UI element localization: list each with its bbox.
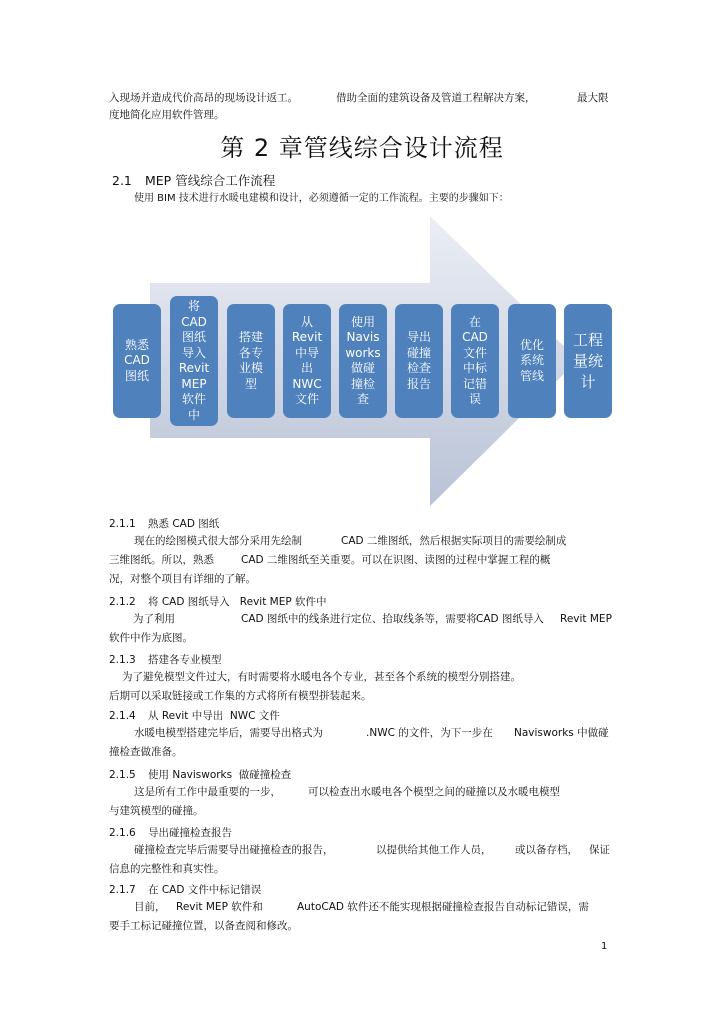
- subsection-heading: [109, 594, 327, 609]
- body-text: 信息的完整性和真实性。: [109, 863, 225, 875]
- page-number: 1: [601, 941, 608, 952]
- subsection-number: 2.1.1: [109, 518, 136, 530]
- body-text: 为了利用: [133, 613, 175, 625]
- subsection-heading: [109, 516, 219, 531]
- intro-line-1c: 最大限: [577, 92, 609, 104]
- step-box: [170, 296, 218, 426]
- body-text: 况，对整个项目有详细的了解。: [109, 573, 256, 585]
- section-number: 2.1: [112, 173, 132, 188]
- body-text: 碰撞检查完毕后需要导出碰撞检查的报告，: [134, 844, 334, 856]
- subsection-heading: [109, 825, 232, 840]
- step-label: 工程 量统 计: [572, 330, 603, 391]
- body-text: AutoCAD 软件还不能实现根据碰撞检查报告自动标记错误，需: [297, 901, 589, 913]
- step-label: 从 Revit 中导 出 NWC 文件: [291, 314, 323, 406]
- body-text: CAD 二维图纸至关重要。可以在识图、读图的过程中掌握工程的概: [241, 554, 551, 566]
- step-label: 在 CAD 文件 中标 记错 误: [462, 314, 488, 406]
- subsection-heading: [109, 708, 280, 723]
- step-label: 搭建 各专 业模 型: [238, 330, 263, 391]
- body-text: 以提供给其他工作人员，: [376, 844, 492, 856]
- body-text: 为了避免模型文件过大，有时需要将水暖电各个专业，甚至各个系统的模型分别搭建。: [122, 671, 521, 683]
- body-text: 可以检查出水暖电各个模型之间的碰撞以及水暖电模型: [308, 786, 560, 798]
- subsection-heading: [109, 652, 222, 667]
- subsection-number: 2.1.2: [109, 596, 136, 608]
- section-intro: 使用 BIM 技术进行水暖电建模和设计，必须遵循一定的工作流程。主要的步骤如下：: [134, 193, 509, 204]
- step-box: [339, 304, 387, 418]
- subsection-title: 导出碰撞检查报告: [148, 827, 232, 839]
- body-text: 三维图纸。所以，熟悉: [109, 554, 214, 566]
- intro-line-2: 度地简化应用软件管理。: [109, 109, 225, 121]
- step-label: 导出 碰撞 检查 报告: [406, 330, 431, 391]
- chapter-title: 第 2 章管线综合设计流程: [220, 134, 504, 162]
- intro-line-1b: 借助全面的建筑设备及管道工程解决方案，: [336, 92, 536, 104]
- step-box: [113, 304, 161, 418]
- section-title: MEP 管线综合工作流程: [145, 173, 276, 188]
- body-text: Revit MEP: [560, 613, 612, 625]
- body-text: 目前，: [134, 901, 166, 913]
- body-text: 保证: [589, 844, 610, 856]
- step-box: [227, 304, 275, 418]
- body-text: 水暖电模型搭建完毕后，需要导出格式为: [134, 727, 323, 739]
- step-label: 熟悉 CAD 图纸: [124, 337, 150, 383]
- step-box: [283, 304, 331, 418]
- body-text: 或以备存档，: [515, 844, 578, 856]
- body-text: CAD 图纸中的线条进行定位、拾取线条等，需要将: [241, 613, 477, 625]
- step-label: 优化 系统 管线: [519, 337, 544, 383]
- body-text: 软件中作为底图。: [109, 632, 193, 644]
- subsection-title: 熟悉 CAD 图纸: [148, 518, 220, 530]
- step-box: [508, 304, 556, 418]
- subsection-heading: [109, 882, 261, 897]
- body-text: Revit MEP 软件和: [176, 901, 263, 913]
- body-text: CAD 二维图纸，然后根据实际项目的需要绘制成: [341, 535, 567, 547]
- body-text: CAD 图纸导入: [476, 613, 544, 625]
- subsection-number: 2.1.5: [109, 769, 136, 781]
- body-text: 后期可以采取链接或工作集的方式将所有模型拼装起来。: [109, 690, 372, 702]
- body-text: 与建筑模型的碰撞。: [109, 805, 204, 817]
- body-text: 这是所有工作中最重要的一步，: [134, 786, 281, 798]
- body-text: 要手工标记碰撞位置，以备查阅和修改。: [109, 920, 298, 932]
- body-text: 现在的绘图模式很大部分采用先绘制: [134, 535, 302, 547]
- body-text: Navisworks 中做碰: [514, 727, 609, 739]
- intro-line-1a: 入现场并造成代价高昂的现场设计返工。: [109, 92, 298, 104]
- subsection-number: 2.1.3: [109, 654, 136, 666]
- step-label: 将 CAD 图纸 导入 Revit MEP 软件 中: [178, 299, 210, 422]
- subsection-number: 2.1.6: [109, 827, 136, 839]
- body-text: 撞检查做准备。: [109, 746, 183, 758]
- step-box: [395, 304, 443, 418]
- body-text: .NWC 的文件，为下一步在: [366, 727, 493, 739]
- subsection-title: 从 Revit 中导出 NWC 文件: [148, 710, 280, 722]
- subsection-number: 2.1.7: [109, 884, 136, 896]
- subsection-title: 将 CAD 图纸导入 Revit MEP 软件中: [148, 596, 327, 608]
- subsection-heading: [109, 767, 291, 782]
- subsection-title: 使用 Navisworks 做碰撞检查: [148, 769, 292, 781]
- step-box: [564, 304, 612, 418]
- subsection-title: 搭建各专业模型: [148, 654, 222, 666]
- subsection-number: 2.1.4: [109, 710, 136, 722]
- step-box: [451, 304, 499, 418]
- step-label: 使用 Navis works 做碰 撞检 查: [345, 314, 381, 406]
- subsection-title: 在 CAD 文件中标记错误: [148, 884, 262, 896]
